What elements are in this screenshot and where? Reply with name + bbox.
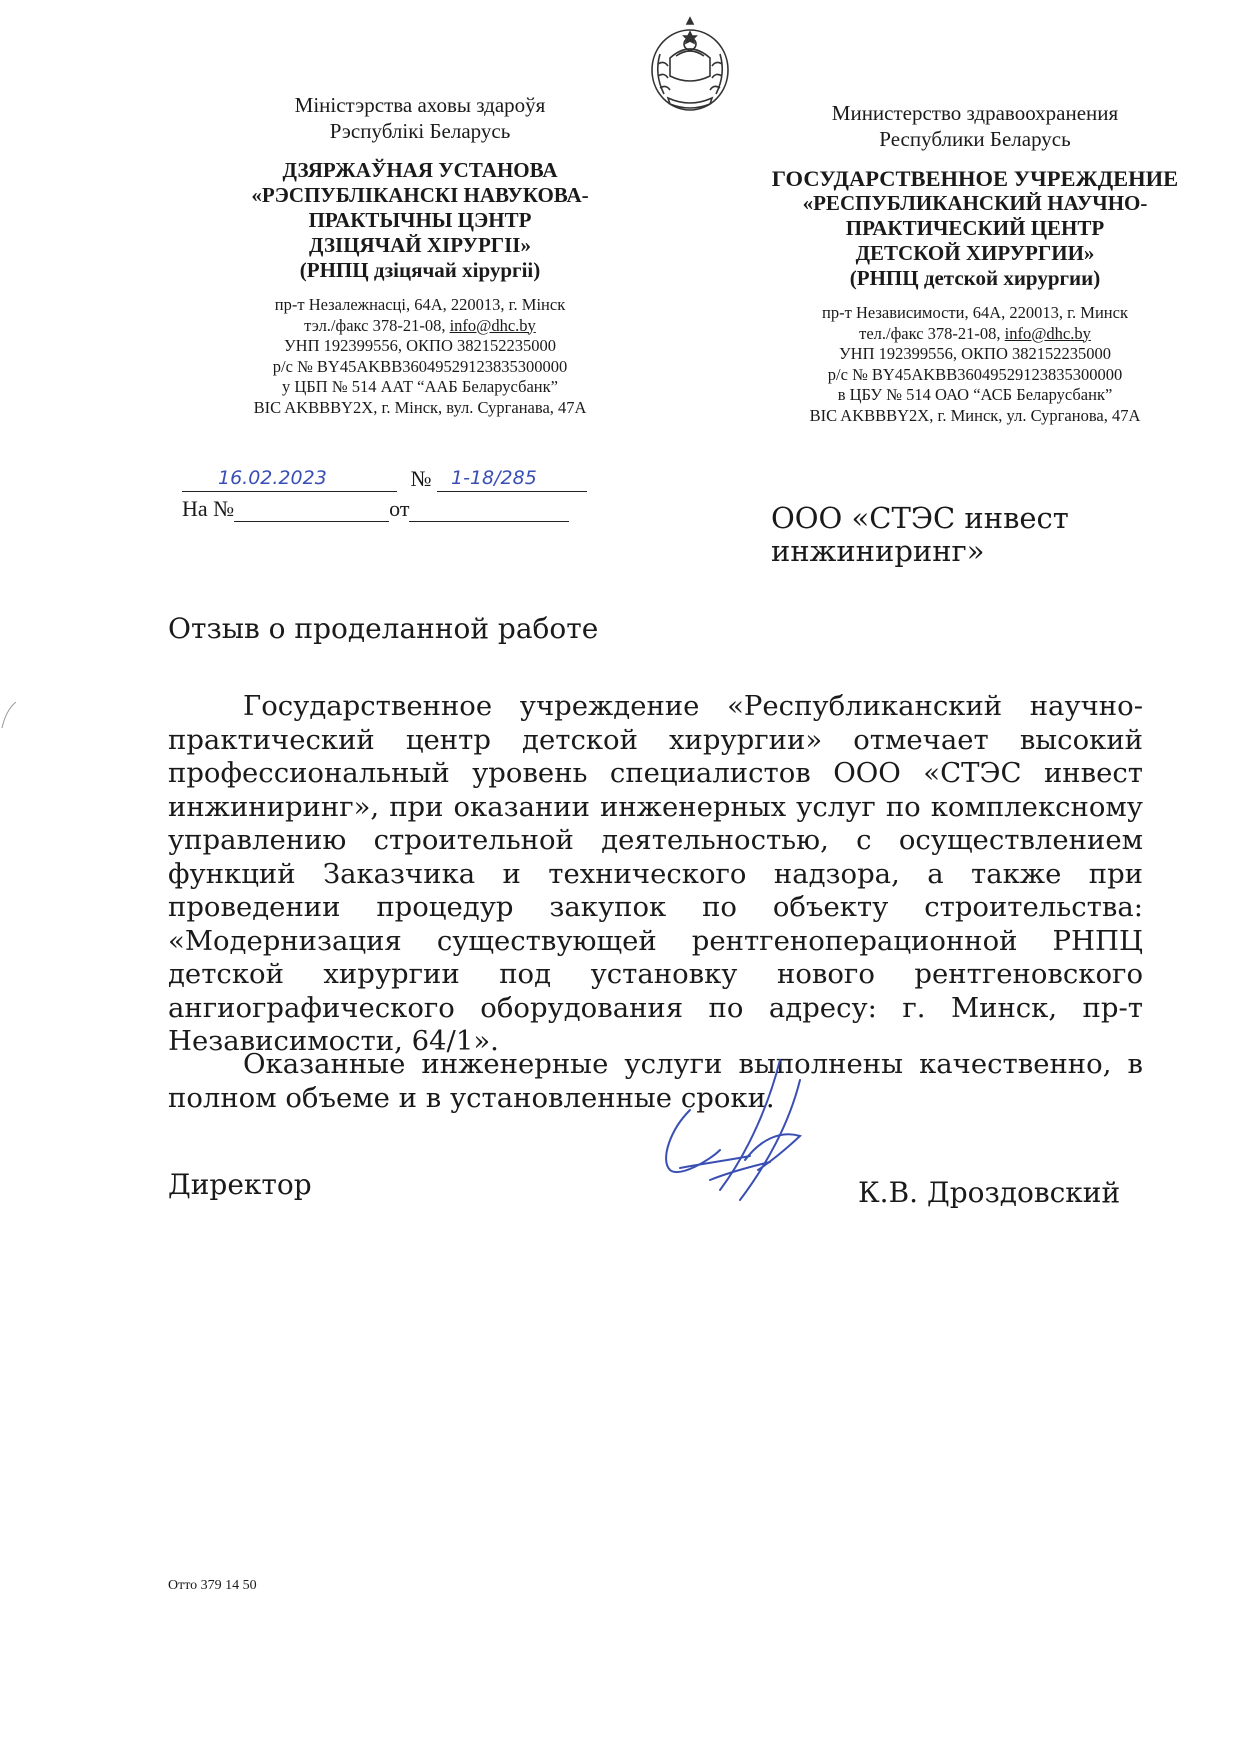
right-institution-short: (РНПЦ детской хирургии) — [849, 266, 1101, 290]
left-institution-line-3: ПРАКТЫЧНЫ ЦЭНТР — [308, 208, 532, 232]
left-ministry-line-2: Рэспублікі Беларусь — [329, 119, 511, 143]
left-phone: тэл./факс 378-21-08, — [304, 315, 450, 335]
left-account: р/с № BY45AKBB36049529123835300000 — [272, 356, 568, 376]
from-label: от — [389, 496, 410, 521]
left-institution-short: (РНПЦ дзіцячай хірургіі) — [299, 258, 541, 282]
date-handwritten: 16.02.2023 — [218, 467, 327, 489]
left-header — [175, 92, 665, 418]
left-institution-line-4: ДЗІЦЯЧАЙ ХІРУРГІІ» — [309, 233, 531, 257]
right-bank: в ЦБУ № 514 ОАО “АСБ Беларусбанк” — [837, 385, 1113, 404]
right-header — [715, 100, 1235, 426]
number-handwritten: 1-18/285 — [451, 467, 537, 489]
right-phone-line — [715, 324, 1235, 345]
right-email-link[interactable]: info@dhc.by — [1004, 323, 1091, 343]
right-institution-line-2: «РЕСПУБЛИКАНСКИЙ НАУЧНО- — [802, 191, 1148, 215]
right-institution-line-1: ГОСУДАРСТВЕННОЕ УЧРЕЖДЕНИЕ — [771, 166, 1179, 191]
footer-contact: Отто 379 14 50 — [168, 1578, 257, 1593]
right-institution-line-4: ДЕТСКОЙ ХИРУРГИИ» — [855, 241, 1095, 265]
left-address: пр-т Незалежнасці, 64А, 220013, г. Мінск — [274, 295, 566, 314]
right-unp: УНП 192399556, ОКПО 382152235000 — [838, 344, 1112, 363]
margin-mark — [0, 700, 18, 730]
right-bic: BIC AKBBBY2X, г. Минск, ул. Сурганова, 47А — [809, 405, 1141, 425]
handwritten-signature — [650, 1050, 850, 1210]
addressee: ООО «СТЭС инвест инжиниринг» — [771, 501, 1069, 568]
number-field — [437, 469, 587, 492]
right-address: пр-т Независимости, 64А, 220013, г. Минск — [822, 303, 1128, 322]
number-label: № — [410, 466, 432, 491]
date-field — [182, 469, 397, 492]
signatory-name: К.В. Дроздовский — [858, 1176, 1121, 1209]
body-paragraph-2: Оказанные инженерные услуги выполнены качественно, в полном объеме и в установленные сроки. — [168, 1048, 1143, 1114]
body-paragraph-1: Государственное учреждение «Республиканский научно-практический центр детской хирургии» отмечает высокий профессиональный уровень специалистов ООО «СТЭС инвест инжиниринг», при оказании инженерных услуг по комплексному управлению строительной деятельностью, с осуществлением функций Заказчика и технического надзора, а также при проведении процедур закупок по объекту строительства: «Модернизация существующей рентгеноперационной РНПЦ детской хирургии под установку нового рентгеновского ангиографического оборудования по адресу: г. Минск, пр-т Независимости, 64/1». — [168, 690, 1143, 1057]
right-ministry-line-2: Республики Беларусь — [879, 127, 1071, 151]
from-date-field — [409, 499, 569, 522]
right-ministry-line-1: Министерство здравоохранения — [831, 101, 1119, 125]
left-bic: BIC AKBBBY2X, г. Мінск, вул. Сурганава, 47А — [253, 397, 587, 417]
signatory-position: Директор — [168, 1168, 312, 1201]
left-phone-line — [175, 316, 665, 337]
left-institution-line-1: ДЗЯРЖАЎНАЯ УСТАНОВА — [282, 158, 558, 182]
left-bank: у ЦБП № 514 ААТ “ААБ Беларусбанк” — [282, 377, 558, 396]
right-phone: тел./факс 378-21-08, — [859, 323, 1005, 343]
left-institution-line-2: «РЭСПУБЛІКАНСКІ НАВУКОВА- — [251, 183, 589, 207]
letter-subject: Отзыв о проделанной работе — [168, 612, 599, 645]
registration-fields — [182, 466, 587, 524]
left-unp: УНП 192399556, ОКПО 382152235000 — [283, 336, 557, 355]
right-institution-line-3: ПРАКТИЧЕСКИЙ ЦЕНТР — [845, 216, 1105, 240]
reference-label: На № — [182, 496, 235, 521]
left-email-link[interactable]: info@dhc.by — [449, 315, 536, 335]
left-ministry-line-1: Міністэрства аховы здароўя — [294, 93, 546, 117]
reference-field — [234, 499, 389, 522]
right-account: р/с № BY45AKBB36049529123835300000 — [827, 364, 1123, 384]
